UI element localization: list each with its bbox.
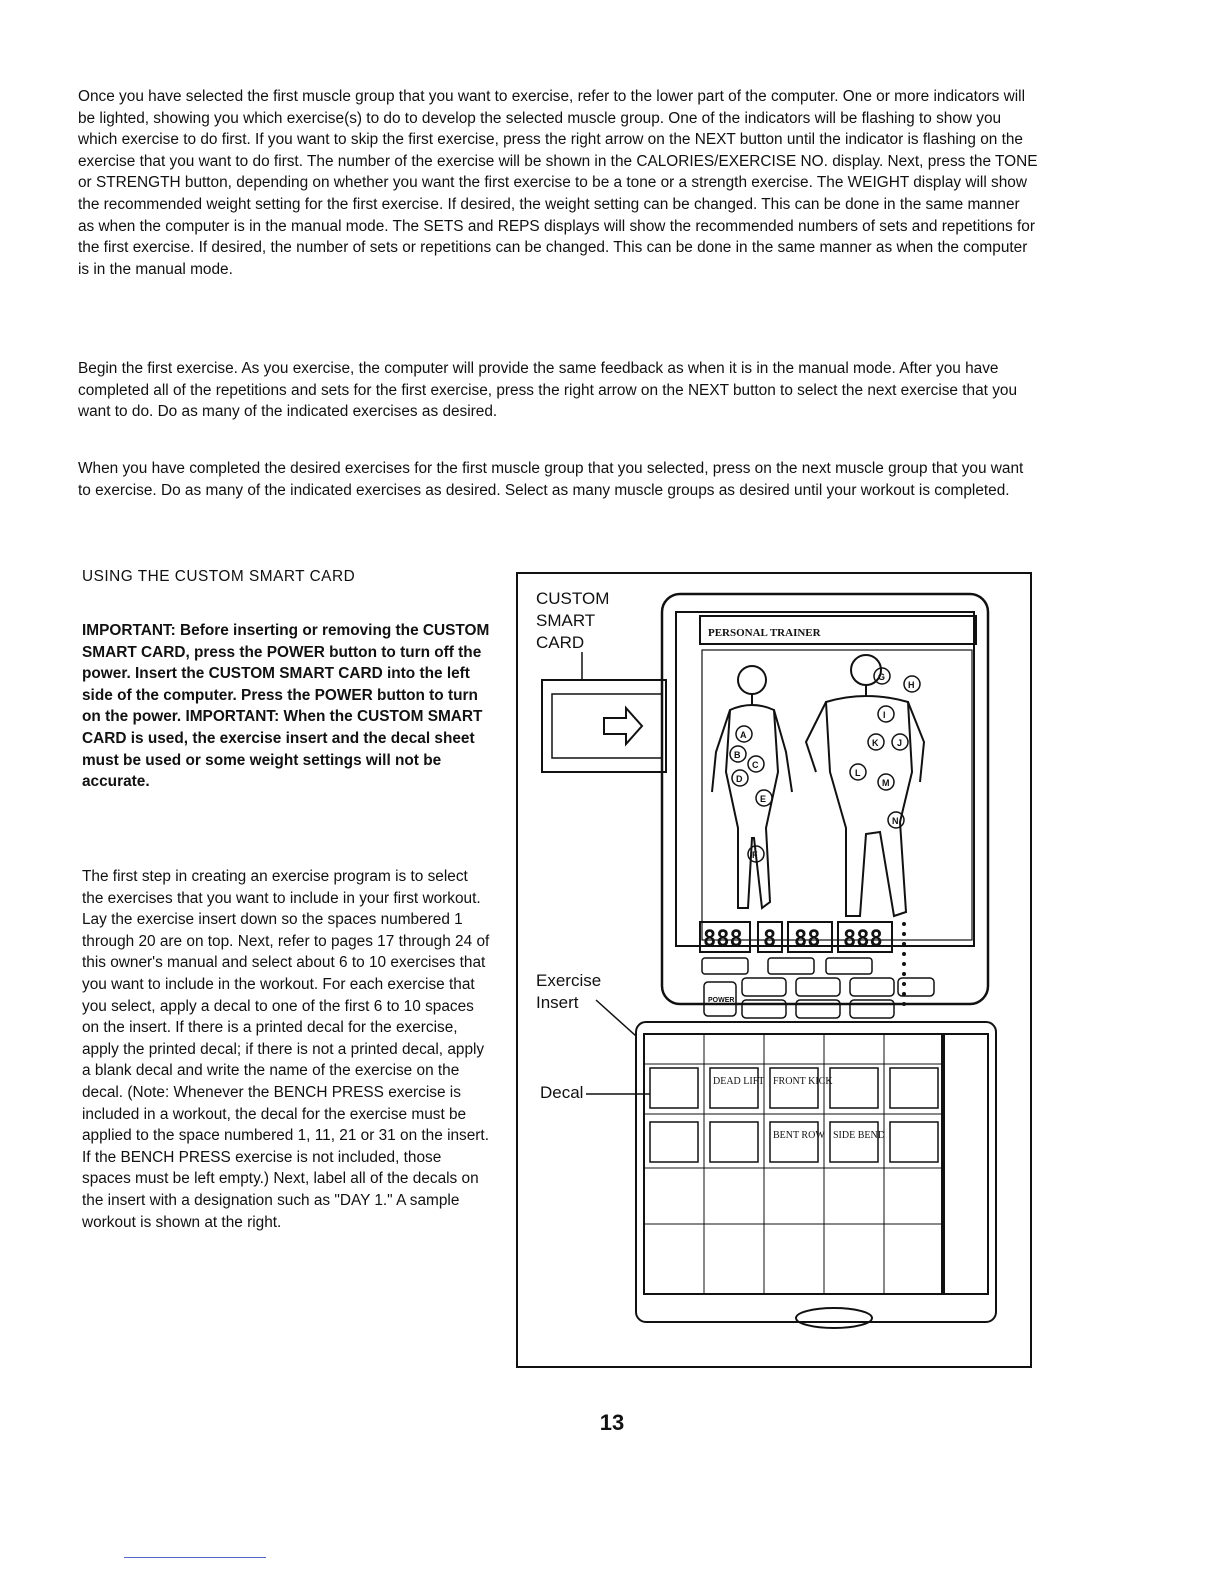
mode-button[interactable] — [850, 978, 894, 996]
label-card: CARD — [536, 633, 585, 652]
led-displays — [700, 922, 892, 952]
sets-updown-button[interactable] — [768, 958, 814, 974]
instructions-paragraph: The first step in creating an exercise program is to select the exercises that you want to include in your first workout. Lay the exercise insert down so the spaces numbered 1 through 20 are on top. Next, refer to pages 17 through 24 of this owner's manual and select about 6 to 10 exercises that you want to include in the workout. For each exercise that you select, apply a decal to one of the first 6 to 10 spaces on the insert. If there is a printed decal for the exercise, apply the printed decal; if there is not a printed decal, apply a blank decal and write the name of the exercise on the decal. (Note: Whenever the BENCH PRESS exercise is included in a workout, the decal for the exercise must be applied to the space numbered 1, 11, 21 or 31 on the insert. If the BENCH PRESS exercise is not included, those spaces must be left empty.) Next, label all of the decals on the insert with a designation such as "DAY 1." A sample workout is shown at the right. — [82, 868, 490, 1231]
svg-text:A: A — [740, 730, 747, 740]
tone-button[interactable] — [742, 978, 786, 996]
footer-rule — [124, 1557, 266, 1558]
section-heading: USING THE CUSTOM SMART CARD — [82, 568, 356, 585]
arrow-right-icon — [604, 708, 642, 744]
svg-text:POWER: POWER — [708, 997, 735, 1004]
start-button[interactable] — [742, 1000, 786, 1018]
decal-dead-lift: DEAD LIFT — [713, 1076, 765, 1087]
paragraph-next-muscle-group: When you have completed the desired exercises for the first muscle group that you selected, press on the next muscle group that you want to exercise. Do as many of the indicated exercises as desired. Select as many muscle groups as desired until your workout is completed. — [78, 460, 1024, 499]
brand-label: PERSONAL TRAINER — [708, 627, 821, 639]
label-decal: Decal — [540, 1083, 584, 1102]
female-figure — [712, 666, 792, 908]
label-exercise: Exercise — [536, 971, 602, 990]
svg-text:F: F — [752, 850, 758, 860]
svg-text:G: G — [878, 672, 886, 682]
paragraph-muscle-group-selection: Once you have selected the first muscle group that you want to exercise, refer to the lower part of the computer. One or more indicators will be lighted, showing you which exercise(s) to do to develop the selected muscle group. One of the indicators will be flashing to show you which exercise to do first. If you want to skip the first exercise, press the right arrow on the NEXT button until the indicator is flashing on the exercise that you want to do first. The number of the exercise will be shown in the CALORIES/EXERCISE NO. display. Next, press the TONE or STRENGTH button, depending on whether you want the first exercise to be a tone or a strength exercise. The WEIGHT display will show the recommended weight setting for the first exercise. If desired, the weight setting can be changed. This can be done in the same manner as when the computer is in the manual mode. The SETS and REPS displays will show the recommended numbers of sets and repetitions for the first exercise. If desired, the number of sets or repetitions can be changed. This can be done in the same manner as when the computer is in the manual mode. — [78, 88, 1038, 278]
paragraph-begin-exercise: Begin the first exercise. As you exercise, the computer will provide the same feedback as when it is in the manual mode. After you have completed all of the repetitions and sets for the first exercise, press the right arrow on the NEXT button to select the next exercise that you want to do. Do as many of the indicated exercises as desired. — [78, 360, 1018, 421]
weight-updown-button[interactable] — [702, 958, 748, 974]
label-custom: CUSTOM — [536, 589, 610, 608]
page-number: 13 — [599, 1410, 625, 1435]
svg-text:888: 888 — [843, 927, 883, 952]
muscle-indicators — [730, 668, 920, 862]
svg-text:K: K — [872, 738, 879, 748]
svg-text:D: D — [736, 774, 743, 784]
strength-button[interactable] — [796, 978, 840, 996]
decal-front-kick: FRONT KICK — [773, 1076, 833, 1087]
label-smart: SMART — [536, 611, 596, 630]
computer-illustration — [516, 572, 1032, 1368]
svg-text:H: H — [908, 680, 915, 690]
svg-text:N: N — [892, 816, 899, 826]
svg-text:B: B — [734, 750, 741, 760]
svg-text:888: 888 — [703, 927, 743, 952]
decal-side-bend: SIDE BEND — [833, 1130, 885, 1141]
label-insert: Insert — [536, 993, 579, 1012]
svg-text:E: E — [760, 794, 767, 804]
svg-text:8: 8 — [763, 927, 777, 952]
decal-bent-row: BENT ROW — [773, 1130, 825, 1141]
svg-text:C: C — [752, 760, 759, 770]
svg-text:J: J — [897, 738, 903, 748]
reps-updown-button[interactable] — [826, 958, 872, 974]
male-figure — [806, 655, 924, 916]
important-note: IMPORTANT: Before inserting or removing the CUSTOM SMART CARD, press the POWER button to turn off the power. Insert the CUSTOM SMART CARD into the left side of the computer. Press the POWER button to turn on the power. IMPORTANT: When the CUSTOM SMART CARD is used, the exercise insert and the decal sheet must be used or some weight settings will not be accurate. — [82, 622, 490, 791]
clear-button[interactable] — [850, 1000, 894, 1018]
svg-text:L: L — [855, 768, 861, 778]
svg-text:M: M — [882, 778, 890, 788]
stop-button[interactable] — [796, 1000, 840, 1018]
svg-text:I: I — [883, 710, 886, 720]
svg-text:88: 88 — [794, 927, 821, 952]
